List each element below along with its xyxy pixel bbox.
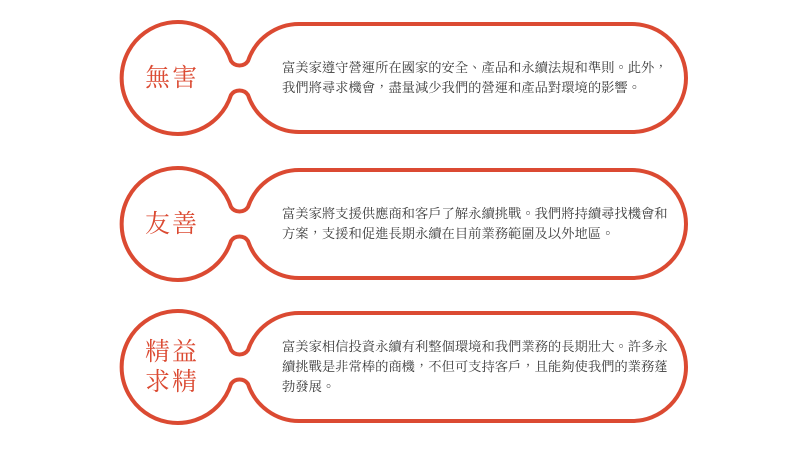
row-3-circle-label: 精益求精 — [144, 338, 199, 396]
row-1-circle-label: 無害 — [144, 64, 199, 92]
row-2-description: 富美家將支援供應商和客戶了解永續挑戰。我們將持續尋找機會和方案，支援和促進長期永續在目前業務範圍及以外地區。 — [282, 206, 668, 241]
row-2-circle-label: 友善 — [144, 210, 199, 238]
row-1-description: 富美家遵守營運所在國家的安全、產品和永續法規和準則。此外，我們將尋求機會，盡量減少我們的營運和產品對環境的影響。 — [282, 60, 668, 95]
row-3-description: 富美家相信投資永續有利整個環境和我們業務的長期壯大。許多永續挑戰是非常棒的商機，不但可支持客戶，且能夠使我們的業務蓬勃發展。 — [282, 339, 668, 394]
